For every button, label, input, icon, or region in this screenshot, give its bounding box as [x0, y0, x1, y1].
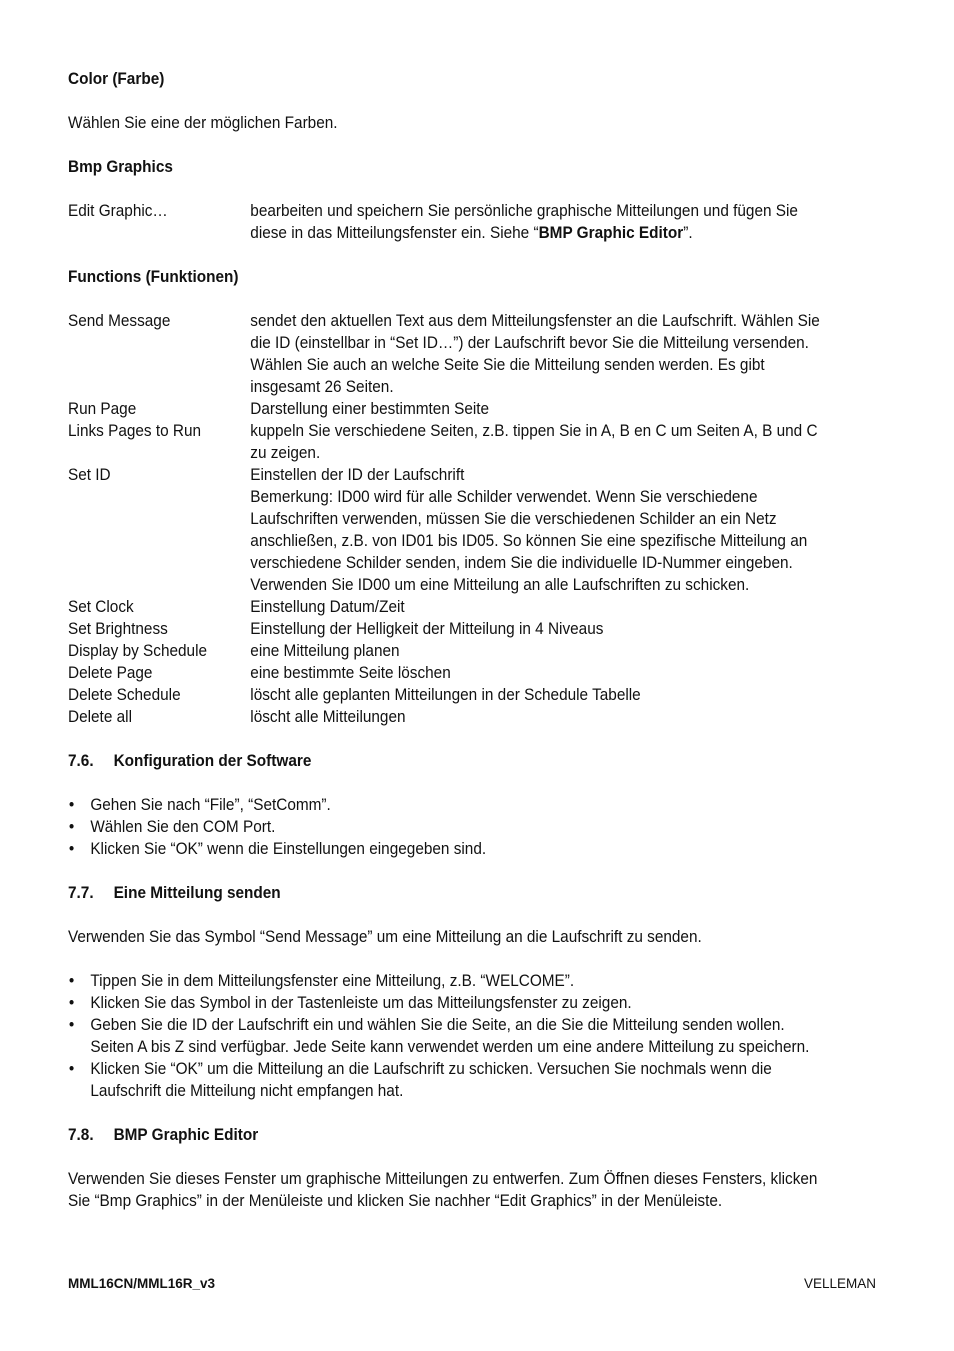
section-title: BMP Graphic Editor [113, 1126, 259, 1144]
function-row [68, 486, 831, 596]
function-description: Einstellung Datum/Zeit [250, 598, 405, 616]
section-7-6-bullet-list [68, 794, 831, 860]
function-description: Einstellung der Helligkeit der Mitteilung in 4 Niveaus [250, 620, 604, 638]
section-7-8-text: Verwenden Sie dieses Fenster um graphische Mitteilungen zu entwerfen. Zum Öffnen dieses Fensters, klicken Sie “Bmp Graphics” in der Menüleiste und klicken Sie nachher “Edit Graphics” in der Menüleiste. [68, 1170, 818, 1210]
function-term: Delete Schedule [68, 686, 181, 704]
section-7-7-heading [68, 882, 831, 904]
section-7-6-heading [68, 750, 831, 772]
footer-model-number: MML16CN/MML16R_v3 [68, 1276, 216, 1291]
function-term: Links Pages to Run [68, 422, 202, 440]
function-description: eine Mitteilung planen [250, 642, 400, 660]
function-description: eine bestimmte Seite löschen [250, 664, 451, 682]
list-item: • Gehen Sie nach “File”, “SetComm”. [68, 794, 831, 816]
color-text: Wählen Sie eine der möglichen Farben. [68, 114, 338, 132]
desc-bold-text: BMP Graphic Editor [538, 224, 684, 242]
function-term: Set Clock [68, 598, 134, 616]
function-description: löscht alle Mitteilungen [250, 708, 406, 726]
function-row [68, 310, 831, 398]
section-7-8-heading [68, 1124, 831, 1146]
functions-heading: Functions (Funktionen) [68, 268, 239, 286]
function-description: sendet den aktuellen Text aus dem Mitteilungsfenster an die Laufschrift. Wählen Sie die ID (einstellbar in “Set ID…”) der Laufschrift bevor Sie die Mitteilung versenden. Wählen Sie auch an welche Seite Sie die Mitteilung senden werden. Es gibt insgesamt 26 Seiten. [250, 312, 820, 396]
function-row [68, 684, 831, 706]
function-description: löscht alle geplanten Mitteilungen in der Schedule Tabelle [250, 686, 641, 704]
function-term: Set ID [68, 466, 111, 484]
function-term: Run Page [68, 400, 137, 418]
list-item: • Klicken Sie “OK” wenn die Einstellungen eingegeben sind. [68, 838, 831, 860]
function-row [68, 420, 831, 464]
list-item: • Tippen Sie in dem Mitteilungsfenster eine Mitteilung, z.B. “WELCOME”. [68, 970, 831, 992]
bmp-heading: Bmp Graphics [68, 158, 173, 176]
function-row [68, 464, 831, 486]
desc-text: bearbeiten und speichern Sie persönliche graphische Mitteilungen und fügen Sie diese in das Mitteilungsfenster ein. Siehe “ [250, 202, 798, 242]
function-description: kuppeln Sie verschiedene Seiten, z.B. tippen Sie in A, B en C um Seiten A, B und C zu zeigen. [250, 422, 818, 462]
document-body [68, 68, 831, 1212]
function-term: Set Brightness [68, 620, 168, 638]
footer-brand: VELLEMAN [803, 1276, 876, 1291]
section-7-7-intro: Verwenden Sie das Symbol “Send Message” um eine Mitteilung an die Laufschrift zu senden. [68, 928, 702, 946]
section-title: Konfiguration der Software [113, 752, 312, 770]
function-description: Darstellung einer bestimmten Seite [250, 400, 490, 418]
color-heading: Color (Farbe) [68, 70, 165, 88]
list-item: • Klicken Sie “OK” um die Mitteilung an die Laufschrift zu schicken. Versuchen Sie nochmals wenn die Laufschrift die Mitteilung nicht empfangen hat. [68, 1058, 831, 1102]
section-number: 7.8. [68, 1126, 94, 1144]
list-item: • Klicken Sie das Symbol in der Tastenleiste um das Mitteilungsfenster zu zeigen. [68, 992, 831, 1014]
function-row [68, 662, 831, 684]
definition-description [250, 200, 830, 244]
function-term: Display by Schedule [68, 642, 208, 660]
definition-term: Edit Graphic… [68, 202, 168, 220]
function-description: Einstellen der ID der Laufschrift [250, 466, 465, 484]
functions-list [68, 310, 831, 728]
function-term: Delete Page [68, 664, 153, 682]
function-row [68, 618, 831, 640]
function-term: Send Message [68, 312, 171, 330]
section-number: 7.7. [68, 884, 94, 902]
desc-text-end: ”. [683, 224, 693, 242]
function-row [68, 706, 831, 728]
section-number: 7.6. [68, 752, 94, 770]
section-7-7-bullet-list [68, 970, 831, 1102]
function-row [68, 398, 831, 420]
function-description: Bemerkung: ID00 wird für alle Schilder verwendet. Wenn Sie verschiedene Laufschriften verwenden, müssen Sie die verschiedenen Schilder an ein Netz anschließen, z.B. von ID01 bis ID05. So können Sie eine spezifische Mitteilung an verschiedene Schilder senden, indem Sie die individuelle ID-Nummer eingeben. Verwenden Sie ID00 um eine Mitteilung an alle Laufschriften zu schicken. [250, 488, 808, 594]
function-row [68, 640, 831, 662]
function-term [68, 486, 250, 596]
bmp-edit-graphic-row [68, 200, 831, 244]
section-title: Eine Mitteilung senden [113, 884, 281, 902]
function-term: Delete all [68, 708, 132, 726]
list-item: • Wählen Sie den COM Port. [68, 816, 831, 838]
function-row [68, 596, 831, 618]
list-item: • Geben Sie die ID der Laufschrift ein und wählen Sie die Seite, an die Sie die Mitteilung senden wollen. Seiten A bis Z sind verfügbar. Jede Seite kann verwendet werden um eine andere Mitteilung zu speichern. [68, 1014, 831, 1058]
